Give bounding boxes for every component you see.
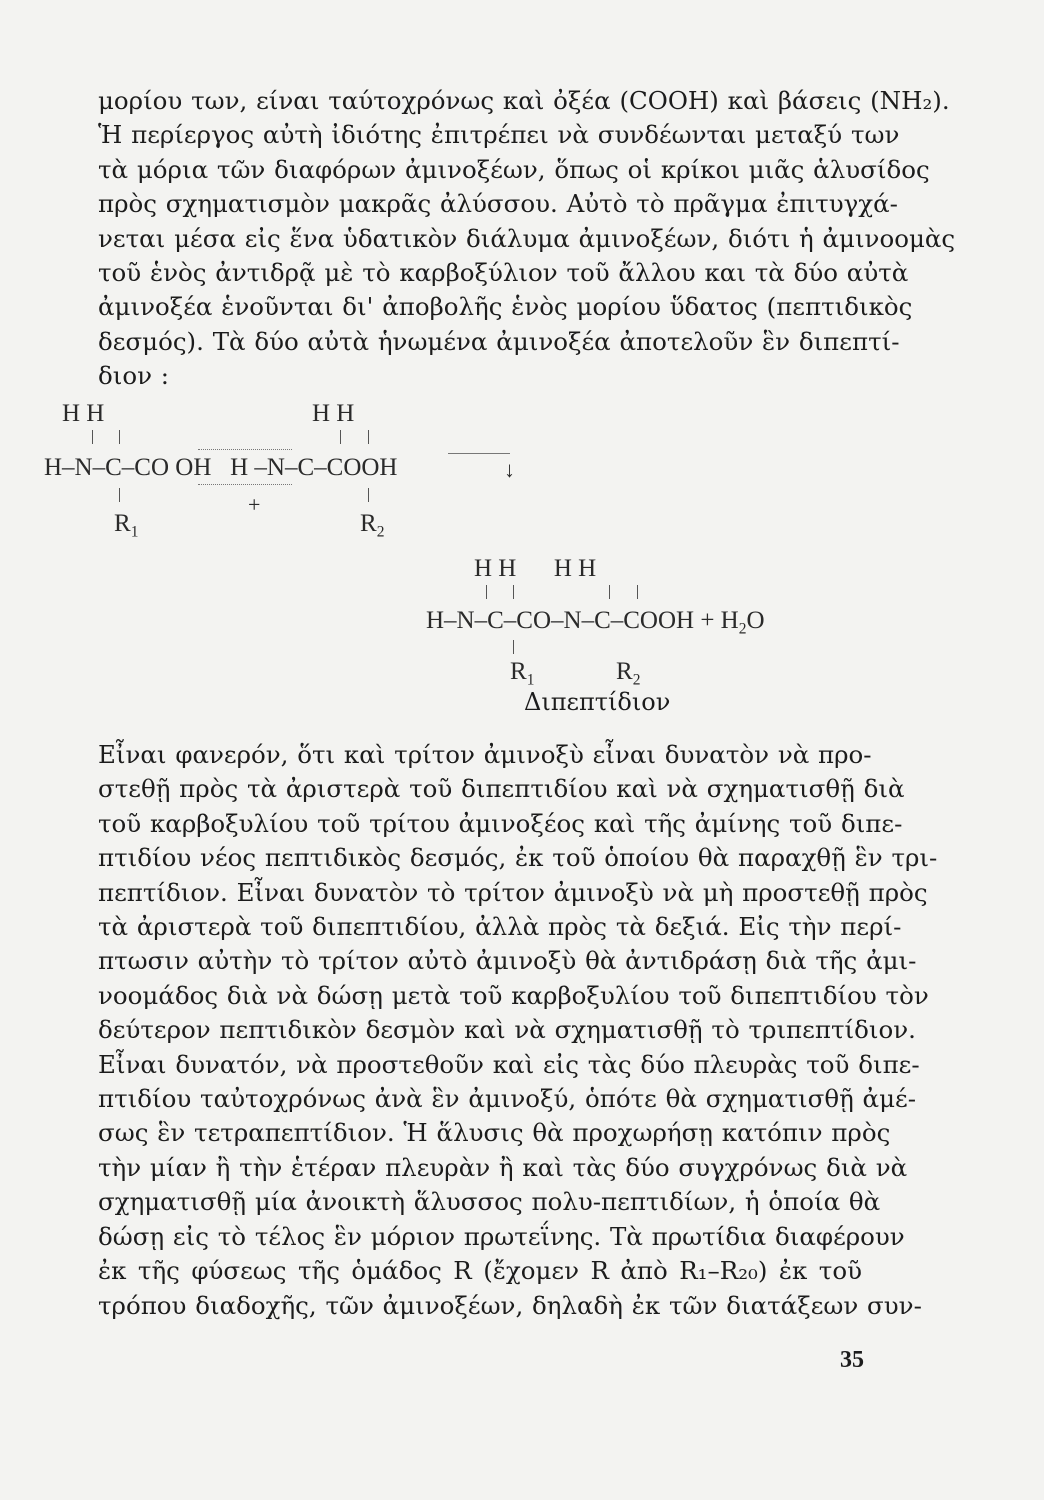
bond-line: [609, 585, 610, 599]
reaction-arrow: ↓: [504, 457, 515, 482]
dotted-bracket: [198, 484, 292, 485]
text-line: σως ἓν τετραπεπτίδιον. Ἡ ἅλυσις θὰ προχωρήσῃ κατόπιν πρὸς: [98, 1118, 891, 1148]
text-line: Εἶναι φανερόν, ὅτι καὶ τρίτον ἀμινοξὺ εἶναι δυνατὸν νὰ προ-: [98, 740, 872, 769]
product-r2: $R_2$: [616, 658, 641, 689]
text-line: νοομάδος διὰ νὰ δώσῃ μετὰ τοῦ καρβοξυλίου τοῦ διπεπτιδίου τὸν: [98, 980, 929, 1010]
text-line: διον :: [98, 361, 170, 391]
text-line: δεσμός). Τὰ δύο αὐτὰ ἡνωμένα ἀμινοξέα ἀποτελοῦν ἓν διπεπτί-: [98, 326, 900, 356]
bond-line: [513, 640, 514, 654]
reactant-2-hydrogens: H H: [312, 400, 355, 427]
text-line: τὰ ἀριστερὰ τοῦ διπεπτιδίου, ἀλλὰ πρὸς τὰ δεξιά. Εἰς τὴν περί-: [98, 912, 902, 942]
dipeptide-caption: Διπεπτίδιον: [524, 688, 671, 716]
product-r1: $R_1$: [510, 658, 535, 689]
text-line: πτιδίου ταὐτοχρόνως ἀνὰ ἓν ἀμινοξύ, ὁπότε θὰ σχηματισθῇ ἀμέ-: [98, 1084, 916, 1114]
text-line: Εἶναι δυνατόν, νὰ προστεθοῦν καὶ εἰς τὰς δύο πλευρὰς τοῦ διπε-: [98, 1049, 920, 1079]
plus-sign: +: [248, 492, 261, 517]
bond-line: [486, 585, 487, 599]
text-line: δεύτερον πεπτιδικὸν δεσμὸν καὶ νὰ σχηματισθῇ τὸ τριπεπτίδιον.: [98, 1015, 916, 1045]
text-line: τοῦ ἑνὸς ἀντιδρᾷ μὲ τὸ καρβοξύλιον τοῦ ἄλλου και τὰ δύο αὐτὰ: [98, 258, 909, 288]
bond-line: [119, 430, 120, 444]
arrow-line: [448, 453, 510, 454]
text-line: τρόπου διαδοχῆς, τῶν ἀμινοξέων, δηλαδὴ ἐκ τῶν διατάξεων συν-: [98, 1290, 922, 1320]
text-line: ἀμινοξέα ἑνοῦνται δι' ἀποβολῆς ἑνὸς μορίου ὕδατος (πεπτιδικὸς: [98, 292, 913, 322]
text-line: νεται μέσα εἰς ἕνα ὑδατικὸν διάλυμα ἀμινοξέων, διότι ἡ ἀμινοομὰς: [98, 223, 956, 253]
bond-line: [368, 488, 369, 502]
text-line: δώσῃ εἰς τὸ τέλος ἓν μόριον πρωτεΐνης. Τὰ πρωτίδια διαφέρουν: [98, 1221, 905, 1251]
text-line: τὴν μίαν ἢ τὴν ἑτέραν πλευρὰν ἢ καὶ τὰς δύο συγχρόνως διὰ νὰ: [98, 1152, 908, 1182]
text-line: πεπτίδιον. Εἶναι δυνατὸν τὸ τρίτον ἀμινοξὺ νὰ μὴ προστεθῇ πρὸς: [98, 877, 928, 907]
product-chain: H–N–C–CO–N–C–COOH + $H_2O$: [426, 607, 765, 638]
paragraph-intro: [98, 84, 956, 394]
page-number: 35: [840, 1347, 864, 1373]
text-line: πτιδίου νέος πεπτιδικὸς δεσμός, ἐκ τοῦ ὁποίου θὰ παραχθῇ ἓν τρι-: [98, 843, 938, 873]
product-hydrogens: H H H H: [474, 555, 597, 582]
text-line: Ἡ περίεργος αὐτὴ ἰδιότης ἐπιτρέπει νὰ συνδέωνται μεταξύ των: [98, 120, 900, 150]
dotted-bracket: [198, 449, 292, 450]
text-line: τὰ μόρια τῶν διαφόρων ἀμινοξέων, ὅπως οἱ κρίκοι μιᾶς ἁλυσίδος: [98, 154, 930, 184]
text-line: τοῦ καρβοξυλίου τοῦ τρίτου ἀμινοξέος καὶ τῆς ἀμίνης τοῦ διπε-: [98, 808, 903, 838]
bond-line: [92, 430, 93, 444]
bond-line: [637, 585, 638, 599]
reactant-r2: $R_2$: [360, 510, 385, 541]
text-line: πτωσιν αὐτὴν τὸ τρίτον αὐτὸ ἀμινοξὺ θὰ ἀντιδράσῃ διὰ τῆς ἀμι-: [98, 946, 917, 976]
text-line: μορίου των, είναι ταύτοχρόνως καὶ ὀξέα (COOH) καὶ βάσεις (NH₂).: [98, 86, 950, 115]
bond-line: [513, 585, 514, 599]
bond-line: [340, 430, 341, 444]
text-line: πρὸς σχηματισμὸν μακρᾶς ἀλύσσου. Αὐτὸ τὸ πρᾶγμα ἐπιτυγχά-: [98, 189, 898, 219]
reactant-1-hydrogens: H H: [62, 400, 105, 427]
text-line: ἐκ τῆς φύσεως τῆς ὁμάδος R (ἔχομεν R ἀπὸ R₁–R₂₀) ἐκ τοῦ: [98, 1256, 862, 1286]
bond-line: [119, 488, 120, 502]
reactant-chain: H–N–C–CO OH H –N–C–COOH: [44, 454, 398, 481]
text-line: στεθῇ πρὸς τὰ ἀριστερὰ τοῦ διπεπτιδίου καὶ νὰ σχηματισθῇ διὰ: [98, 774, 905, 804]
paragraph-body: [98, 738, 938, 1323]
bond-line: [368, 430, 369, 444]
reactant-r1: $R_1$: [114, 510, 139, 541]
text-line: σχηματισθῇ μία ἀνοικτὴ ἅλυσσος πολυ-πεπτιδίων, ἡ ὁποία θὰ: [98, 1187, 881, 1217]
